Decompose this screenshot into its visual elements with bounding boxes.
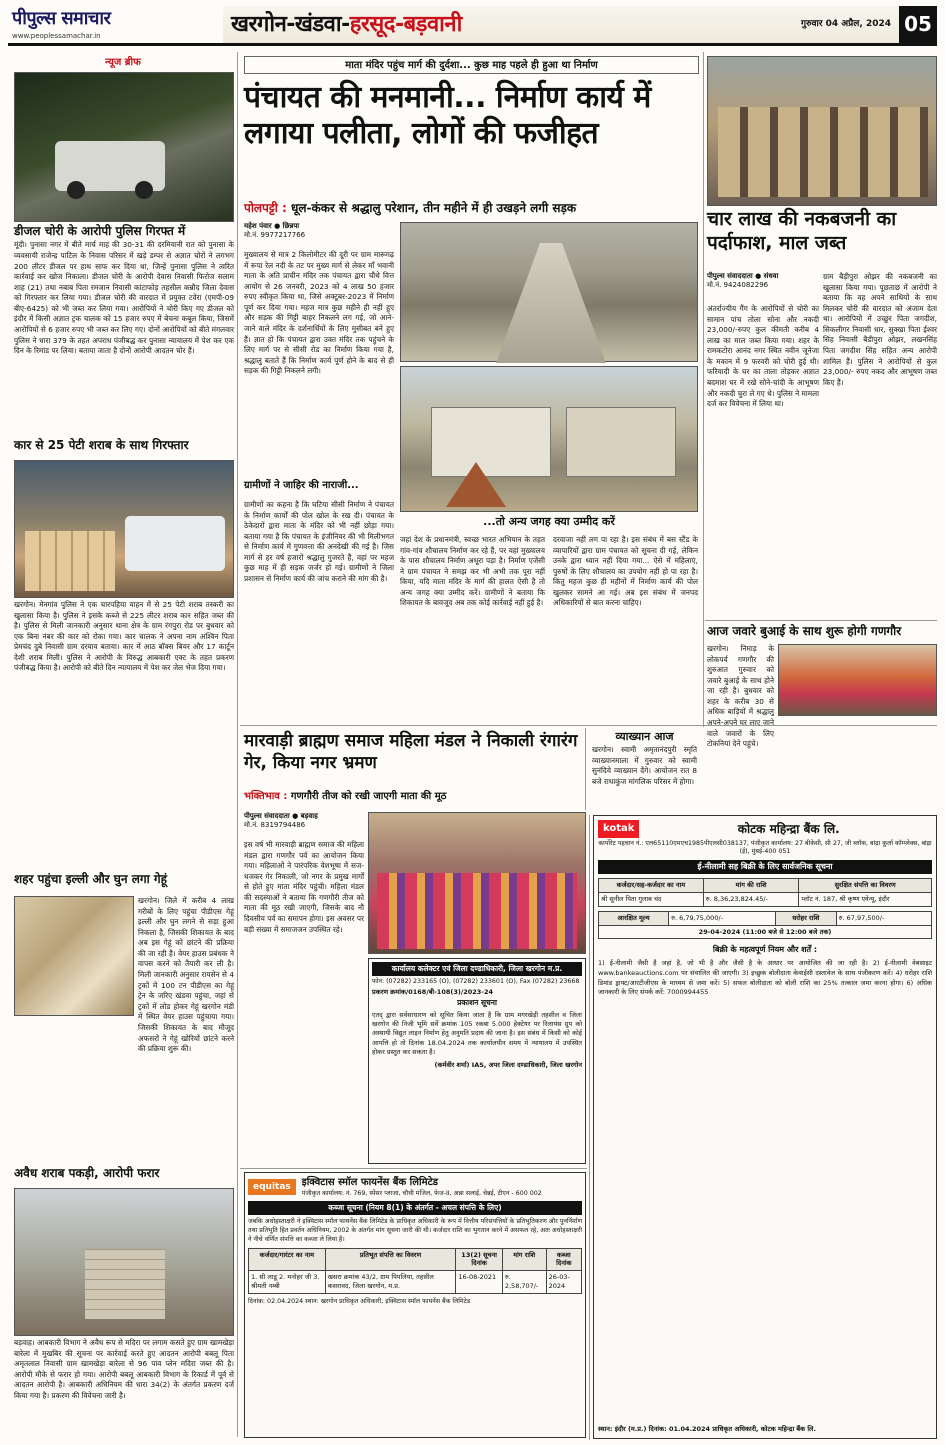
collector-notice xyxy=(368,958,586,1164)
equitas-col-header: कब्जा दिनांक xyxy=(546,1248,581,1271)
kotak-auction-date: 29-04-2024 (11:00 बजे से 12:00 बजे तक) xyxy=(599,925,932,939)
lead-text-col4: दरवाजा नहीं लग पा रहा है। इस संबंध में बस स्टैंड के व्यापारियों द्वारा ग्राम पंचायत को सूचना दी गई, लेकिन उनके द्वारा ध्यान नहीं दिया गया... ऐसे में महिलाएं, पुरुषों के लिए शौचालय का उपयोग नहीं हो पा रहा है। किंतु महज कुछ ही महीनों में निर्माण कार्य की पोल खुलकर सामने आ गई। अब इस संबंध में जनपद अधिकारियों से बात करना चाहिए। xyxy=(553,535,698,608)
marwari-deck xyxy=(244,790,584,804)
brief-text-diesel: मूंदी। पुनासा नगर में बीते मार्च माह की 30-31 की दरमियानी रात को पुनासा के व्यवसायी राजेन्द्र पाटिल के निवास परिसर में खड़े डम्पर से अज्ञात चोरों ने लगभग 200 लीटर डीजल पर हाथ साफ कर दिया था, जिन्हें पुनासा पुलिस ने त्वरित कार्रवाई कर खोज निकाला। डीजल चोरी के आरोपी देवास निवासी फिरोज सलाम शाह (21) तथा नबाब पिता रमजान निवासी कांटाफोड़ तहसील कन्नौद जिला देवास को गिरफ्तार कर लिया गया। डीजल चोरी की वारदात में प्रयुक्त टवेरा (एमपी-09 बीए-6425) को भी जब्त कर लिया गया। आरोपियों ने चोरी किए गए डीजल को इंदौर में किसी अज्ञात ट्रक चालक को 15 हजार रुपए में बेचना कबूल किया, जिसमें आरोपियों से 6 हजार रुपए भी जब्त कर लिए गए। दोनों आरोपियों को बीते मंगलवार पुलिस ने धारा 379 के तहत अपराध पंजीबद्ध कर पुनासा न्यायालय में पेश कर एक दिन के रिमांड पर लिया। बताया जाता है दोनों आरोपी आदतन चोर हैं। xyxy=(14,240,234,356)
kotak-col-header: कर्जदार/सह-कर्जदार का नाम xyxy=(599,879,704,893)
marwari-deck-text: गणगौरी तीज को रखी जाएगी माता की मूठ xyxy=(290,791,447,802)
building-shape xyxy=(431,407,551,477)
brief-text-wheat: खरगोन। जिले में करीब 4 लाख गरीबों के लिए पहुंचा पीडीएस गेहूं इल्ली और घुन लगने से सड़ा हुआ निकला है, जिसकी शिकायत के बाद अब इस गेहूं को छांटने की प्रक्रिया की जा रही है। वेयर हाउस प्रबंधक ने वापस करने को तैयारी कर ली है। मिली जानकारी अनुसार रायसेन से 4 ट्रकों में 100 टन पीडीएस का गेहूं ट्रेन के जरिए खंडवा पहुंचा, जहां से ट्रकों में लोड होकर गेहूं खरगोन मंडी में स्थित वेयर हाउस पहुंचाया गया। जिसकी शिकायत के बाद मौजूद अफसरों ने गेहूं खोरियों छांटने करने की प्रक्रिया शुरू की। xyxy=(138,896,234,1054)
lead-column-2 xyxy=(244,500,394,720)
lead-byline: महेश पंवार ● छिन्नपा xyxy=(244,222,300,230)
equitas-intro: जबकि अधोहस्ताक्षरी ने इक्विटास स्मॉल फायनेंस बैंक लिमिटेड के प्राधिकृत अधिकारी के रूप में वित्तीय परिसंपत्तियों के प्रतिभूतिकरण और पुनर्निर्माण तथा प्रतिभूति हित प्रवर्तन अधिनियम, 2002 के अंतर्गत मांग सूचना जारी की थी। कर्जदार राशि का भुगतान करने में असफल रहे, अतः अधोहस्ताक्षरी ने नीचे वर्णित संपत्ति का कब्जा ले लिया है। xyxy=(248,1218,582,1244)
kotak-reserve-label: आरक्षित मूल्य xyxy=(599,911,669,925)
section-title-highlight: हरसूद-बड़वानी xyxy=(349,11,462,37)
carton-stack-shape xyxy=(25,531,115,591)
theft-headline-wrap xyxy=(707,208,937,268)
brief-story-illegal-head-wrap xyxy=(14,1166,234,1186)
kotak-terms-title: बिक्री के महत्वपूर्ण नियम और शर्तें : xyxy=(712,945,818,955)
lecture-brief xyxy=(592,730,697,812)
equitas-subtitle: पंजीकृत कार्यालय: नं. 769, स्पेंसर प्लाजा, चौथी मंजिल, फेज-II, अन्ना सलाई, चेन्नई, टीएन - 600 002 xyxy=(301,1189,542,1197)
equitas-col-header: कर्जदार/गारंटर का नाम xyxy=(249,1248,326,1271)
brief-text-liquor: खरगोन। मेनगांव पुलिस ने एक चारपहिया वाहन में से 25 पेटी शराब तस्करी का खुलासा किया है। पुलिस ने इसके कब्जे से 225 लीटर शराब कार सहित जब्त की है। पुलिस से मिली जानकारी अनुसार थाना क्षेत्र के ग्राम रंगपुरा रोड पर बुधवार को एक बिना नंबर की कार को रोका गया। कार चालक ने अपना नाम अश्विन पिता प्रेमचंद दुबे निवासी ग्राम दरयाव बताया। कार में आठ बॉक्स बियर और 17 कार्टून देशी शराब मिली। पुलिस ने आरोपी के विरुद्ध आबकारी एक्ट के तहत प्रकरण पंजीबद्ध किया है। आरोपी को बीते दिन न्यायालय में पेश कर जेल भेज दिया गया। xyxy=(14,600,234,673)
women-group-shape xyxy=(377,873,577,949)
equitas-col-header: प्रतिभूत संपत्ति का विवरण xyxy=(325,1248,456,1271)
brief-story-wheat-head-wrap xyxy=(14,872,234,894)
equitas-header xyxy=(248,1176,582,1198)
kotak-col-header: मांग की राशि xyxy=(703,879,799,893)
kotak-reserve-value: रु. 6,79,75,000/- xyxy=(669,911,776,925)
kotak-address: कार्पोरेट पहचान नं.: एल65110एमएच1985पीएलसी038137, पंजीकृत कार्यालय: 27 बीकेसी, सी 27, जी ब्लॉक, बांद्रा कुर्ला कॉम्प्लेक्स, बांद्रा (ई), मुंबई-400 051 xyxy=(598,839,932,855)
gangaur-headline: आज जवारे बुआई के साथ शुरू होगी गणगौर xyxy=(707,624,902,638)
lead-deck-text: धूल-कंकर से श्रद्धालु परेशान, तीन महीने में ही उखड़ने लगी सड़क xyxy=(291,201,577,215)
logo-text: पीपुल्स समाचार xyxy=(12,8,111,30)
column-rule xyxy=(589,815,590,1440)
wheel-shape xyxy=(135,181,153,199)
page-number: 05 xyxy=(899,6,937,43)
equitas-col-header: 13(2) सूचना दिनांक xyxy=(456,1248,503,1271)
kotak-col-header: सुरक्षित संपत्ति का विवरण xyxy=(799,879,932,893)
collector-notice-title: कार्यालय कलेक्टर एवं जिला दण्डाधिकारी, जिला खरगोन म.प्र. xyxy=(372,962,582,976)
group-standing-shape xyxy=(718,107,928,197)
lead-kicker-box xyxy=(244,56,699,74)
equitas-footer: दिनांक: 02.04.2024 स्थान: खरगोन प्राधिकृत अधिकारी, इक्विटास स्मॉल फायनेंस बैंक लिमिटेड xyxy=(248,1297,471,1305)
kotak-ad xyxy=(593,815,937,1439)
table-row xyxy=(249,1271,582,1294)
road-shape xyxy=(496,243,606,363)
lead-subhead-2-wrap xyxy=(400,515,698,533)
section-band xyxy=(223,6,899,43)
equitas-cell: 1. सी लाडू 2. मनोहर जी 3. श्रीमती नम्बी xyxy=(249,1271,326,1294)
theft-byline-box xyxy=(707,272,819,302)
kotak-price-table xyxy=(598,911,932,940)
section-title-prefix: खरगोन-खंडवा- xyxy=(231,11,350,37)
marwari-column-1 xyxy=(244,840,364,1040)
brief-story-liquor xyxy=(14,600,234,868)
equitas-title: इक्विटास स्मॉल फायनेंस बैंक लिमिटेड xyxy=(301,1177,438,1188)
theft-byline: पीपुल्स संवाददाता ● संधवा xyxy=(707,272,779,280)
kotak-cell: रु. 8,36,23,824.45/- xyxy=(703,893,799,907)
lead-column-3 xyxy=(400,535,545,720)
lead-kicker: माता मंदिर पहुंच मार्ग की दुर्दशा... कुछ माह पहले ही हुआ था निर्माण xyxy=(345,60,598,71)
gangaur-text-wrap xyxy=(707,644,937,749)
masthead-logo[interactable] xyxy=(8,6,223,43)
section-rule xyxy=(705,620,937,621)
equitas-cell: खसरा क्रमांक 43/2, ग्राम पिपलिया, तहसील कसरावद, जिला खरगोन, म.प्र. xyxy=(325,1271,456,1294)
gangaur-headline-wrap xyxy=(707,624,937,642)
theft-arrest-photo xyxy=(707,56,937,206)
equitas-table-header xyxy=(249,1248,582,1271)
collector-notice-sign: (कर्मवीर शर्मा) IAS, अपर जिला दण्डाधिकारी, जिला खरगोन xyxy=(434,1060,582,1069)
table-row xyxy=(599,893,932,907)
marwari-text: इस वर्ष भी मारवाड़ी ब्राह्मण समाज की महिला मंडल द्वारा गणगौर पर्व का आयोजन किया गया। महिलाओं ने पारंपरिक वेशभूषा में सज-धजकर गेर निकाली, जो नगर के प्रमुख मार्गों से होते हुए माता मंदिर पहुंची। महिला मंडल की सदस्याओं ने बताया कि गणगौरी तीज को माता की मूठ रखी जाएगी, जिसके बाद नौ दिवसीय पर्व का समापन होगा। इस अवसर पर बड़ी संख्या में समाजजन उपस्थित रहे। xyxy=(244,840,364,934)
issue-date: गुरुवार 04 अप्रैल, 2024 xyxy=(801,19,891,30)
section-title xyxy=(231,10,462,40)
brief-headline-wheat: शहर पहुंचा इल्ली और घुन लगा गेहूं xyxy=(14,872,168,886)
lead-deck-wrap xyxy=(244,200,699,218)
kotak-notice-bar: ई-नीलामी सह बिक्री के लिए सार्वजनिक सूचना xyxy=(598,860,932,875)
damaged-road-photo xyxy=(400,222,698,362)
marwari-headline-wrap xyxy=(244,730,584,788)
diesel-theft-photo xyxy=(14,72,234,222)
excise-raid-photo xyxy=(14,1188,234,1336)
equitas-table xyxy=(248,1248,582,1294)
website-url[interactable]: www.peoplessamachar.in xyxy=(12,32,101,41)
kotak-terms-text: 1) ई-नीलामी जैसी है जहां है, जो भी है और जैसी है के आधार पर आयोजित की जा रही है। 2) ई-नीलामी वेबसाइट www.bankeauctions.com पर संचालित की जाएगी। 3) इच्छुक बोलीदाता केवाईसी दस्तावेज के साथ पंजीकरण करें। 4) धरोहर राशि डिमांड ड्राफ्ट/आरटीजीएस के माध्यम से जमा करें। 5) सफल बोलीदाता को बोली राशि का 25% तत्काल जमा करना होगा। 6) अधिक जानकारी के लिए संपर्क करें: 7000994455 xyxy=(598,959,932,997)
masthead xyxy=(8,6,937,46)
lead-mobile: मो.नं. 9977217766 xyxy=(244,231,306,240)
marwari-headline: मारवाड़ी ब्राह्मण समाज महिला मंडल ने निकाली रंगारंग गेर, किया नगर भ्रमण xyxy=(244,731,578,774)
lead-subhead-2: ...तो अन्य जगह क्या उम्मीद करें xyxy=(483,515,615,528)
marwari-deck-wrap xyxy=(244,790,584,808)
collector-notice-ref: प्रकरण क्रमांक/0168/बी-108(3)/2023-24 xyxy=(372,987,494,996)
theft-mobile: मो.नं. 9424082296 xyxy=(707,281,769,290)
lead-subhead-1-wrap xyxy=(244,480,394,498)
lead-deck xyxy=(244,200,699,216)
theft-column-2 xyxy=(823,272,937,616)
kotak-emd-value: रु. 67,97,500/- xyxy=(836,911,931,925)
collector-notice-text: एतद् द्वारा सर्वसाधारण को सूचित किया जाता है कि ग्राम मगरखेड़ी तहसील व जिला खरगोन की निजी भूमि सर्वे क्रमांक 105 रकबा 5.000 हेक्टेयर पर रिलायंस ग्रुप को अस्थायी विद्युत लाइन निर्माण हेतु अनुमति प्रदाय की जाना है। इस संबंध में किसी को कोई आपत्ति हो तो दिनांक 18.04.2024 तक कार्यालयीन समय में न्यायालय में उपस्थित होकर प्रस्तुत कर सकता है। xyxy=(372,1010,582,1057)
equitas-notice-bar: कब्जा सूचना (नियम 8(1) के अंतर्गत - अचल संपत्ति के लिए) xyxy=(248,1201,582,1215)
lead-text-col1: मुख्यालय से मात्र 2 किलोमीटर की दूरी पर ग्राम मारूगढ़ में रूपा रेल नदी के तट पर मुख्य मार्ग से लेकर माँ भवानी माता के अति प्राचीन मंदिर तक पंचायत द्वारा चौथे वित्त आयोग से 26 जनवरी, 2023 को 4 लाख 50 हजार रुपए स्वीकृत किया था, जिसे अक्टूबर-2023 में निर्माण पूर्ण कर दिया गया। महज मात्र कुछ महीने ही नहीं हुए और सड़क की गिट्टी बाहर निकलने लग गई, जो आने-जाने वाले मंदिर के दर्शनार्थियों के लिए मुसीबत बने हुए हैं। ज्ञात हो कि पंचायत द्वारा उक्त मंदिर तक पहुंचने के लिए मार्ग पर से सीसी रोड का निर्माण किया गया है, श्रद्धालु बताते हैं कि निर्माण कार्य पूर्ण होने के बाद से ही सड़क की गिट्टी निकलने लगी। xyxy=(244,250,394,376)
lead-byline-box xyxy=(244,222,394,248)
kotak-header xyxy=(598,820,932,838)
theft-text-2: ग्राम बैड़ीपुरा ओझर की नकबजनी का खुलासा किया गया। पूछताछ में आरोपी ने बताया कि वह अपने साथियों के साथ मिलकर चोरी की वारदात को अंजाम देता था। आरोपियों में उच्छुर पिता जगदीश, सिकलीगर निवासी धार, सुक्खा पिता ईश्वर सिंह निवासी बैडीपुरा ओझर, लखनसिंह पिता जगदीश सिंह सहित अन्य आरोपी शामिल हैं। पुलिस ने आरोपियों से कुल 23,000/- रुपए नकद और आभूषण जब्त किए हैं। xyxy=(823,272,937,387)
brief-story-wheat xyxy=(14,896,234,1161)
table-row xyxy=(599,911,932,925)
brief-headline-illegal-liquor: अवैध शराब पकड़ी, आरोपी फरार xyxy=(14,1166,160,1180)
equitas-col-header: मांग राशि xyxy=(502,1248,546,1271)
theft-text-1: अंतर्राज्यीय गैंग के आरोपियों से चोरी का सामान पांच तोला सोना और नकदी 23,000/-रुपए कुल कीमती करीब 4 लाख का माल जब्त किया गया। शहर के रामकटोरा आनंद नगर स्थित नवीन जूनेजा के मकान में 9 फरवरी को चोरी हुई थी। फरियादी के घर का ताला तोड़कर अज्ञात बदमाश घर में रखे सोने-चांदी के आभूषण और नकदी चुरा ले गए थे। पुलिस ने मामला दर्ज कर विवेचना में लिया था। xyxy=(707,304,819,409)
lead-headline-wrap xyxy=(244,80,699,198)
brief-story-diesel xyxy=(14,224,234,429)
equitas-cell: 26-03-2024 xyxy=(546,1271,581,1294)
column-rule xyxy=(585,728,586,810)
brief-headline-liquor: कार से 25 पेटी शराब के साथ गिरफ्तार xyxy=(14,438,189,452)
lead-text-col2: ग्रामीणों का कहना है कि घटिया सीसी निर्माण ने पंचायत के निर्माण कार्यों की पोल खोल के रख दी। पंचायत के ठेकेदारों द्वारा माता के मंदिर को भी नहीं छोड़ा गया। बताया गया है कि पंचायत के इंजीनियर की भी मिलीभगत से निर्माण कार्य में गुणवत्ता की अनदेखी की गई है। जिस मार्ग से हर वर्ष हजारों श्रद्धालु गुजरते हैं, वहां पर महज कुछ माह में ही सड़क जर्जर हो गई। ग्रामीणों ने जिला प्रशासन से निर्माण कार्य की जांच कराने की मांग की है। xyxy=(244,500,394,584)
equitas-cell: रु. 2,58,707/- xyxy=(502,1271,546,1294)
equitas-ad xyxy=(244,1172,586,1438)
marwari-byline-box xyxy=(244,812,364,838)
lead-subhead-1: ग्रामीणों ने जाहिर की नाराजी... xyxy=(244,480,359,491)
news-brief-label-wrap xyxy=(12,56,234,70)
column-rule xyxy=(237,52,238,1437)
kotak-cell: प्लॉट नं. 187, श्री कृष्ण एवेन्यू, इंदौर xyxy=(799,893,932,907)
building-shape xyxy=(566,407,676,477)
marwari-byline: पीपुल्स संवाददाता ● बड़वाह xyxy=(244,812,318,820)
marwari-deck-label: भक्तिभाव : xyxy=(244,791,288,802)
kotak-cell: श्री सुनील पिता गुलाब चंद xyxy=(599,893,704,907)
brief-story-illegal xyxy=(14,1338,234,1438)
kotak-table-header xyxy=(599,879,932,893)
marwari-group-photo xyxy=(368,812,586,954)
equitas-logo: equitas xyxy=(248,1179,296,1195)
lead-headline: पंचायत की मनमानी... निर्माण कार्य में लगाया पलीता, लोगों की फजीहत xyxy=(244,80,651,151)
lecture-headline: व्याख्यान आज xyxy=(615,730,674,743)
bottle-crates-shape xyxy=(85,1249,165,1319)
gangaur-text: खरगोन। निमाड़ के लोकपर्व गणगौर की शुरुआत गुरुवार को जवारे बुआई के साथ होने जा रही है। बुधवार को शहर के करीब 30 से अधिक बाड़ियों में श्रद्धालु अपने-अपने घर लाए जाने वाले जवारों के लिए टोकनियां देने पहुंचे। xyxy=(707,644,774,749)
lead-deck-label: पोलपट्टी : xyxy=(244,201,287,215)
kotak-footer: स्थान: इंदौर (म.प्र.) दिनांक: 01.04.2024 प्राधिकृत अधिकारी, कोटक महिन्द्रा बैंक लि. xyxy=(598,1425,816,1434)
brief-story-liquor-head-wrap xyxy=(14,438,234,458)
wheel-shape xyxy=(67,181,85,199)
kotak-logo: kotak xyxy=(598,820,639,838)
theft-column-1 xyxy=(707,304,819,616)
theft-headline: चार लाख की नकबजनी का पर्दाफाश, माल जब्त xyxy=(707,208,897,254)
equitas-cell: 16-08-2021 xyxy=(456,1271,503,1294)
liquor-seizure-photo xyxy=(14,460,234,598)
lead-text-col3: जहां देश के प्रधानमंत्री, स्वच्छ भारत अभियान के तहत गांव-गांव शौचालय निर्माण कर रहे हैं, पर यहां मुख्यालय के पास शौचालय निर्माण अधूरा पड़ा है। निर्माण एजेंसी ने ग्राम पंचायत ने समझ कर भी अभी तक पूरा नहीं किया, यदि माता मंदिर के मार्ग की हालत ऐसी है तो अन्य जगह क्या उम्मीद करें। ग्रामीणों ने बताया कि शिकायत के बावजूद अब तक कोई कार्रवाई नहीं हुई है। xyxy=(400,535,545,608)
news-brief-label: न्यूज ब्रीफ xyxy=(105,57,141,68)
section-rule xyxy=(240,1168,587,1169)
column-rule xyxy=(703,52,704,727)
marwari-mobile: मो.नं. 8319794486 xyxy=(244,821,306,830)
lead-column-1 xyxy=(244,250,394,478)
brief-headline-diesel: डीजल चोरी के आरोपी पुलिस गिरफ्त में xyxy=(14,224,186,238)
kotak-title: कोटक महिन्द्रा बैंक लि. xyxy=(737,821,840,836)
collector-notice-heading: प्रकाशन सूचना xyxy=(457,998,497,1008)
toilet-building-photo xyxy=(400,366,698,512)
kotak-emd-label: धरोहर राशि xyxy=(776,911,837,925)
collector-notice-phones: फोन: (07282) 233165 (O), (07282) 233601 (O), Fax (07282) 23668 xyxy=(372,978,580,986)
car-shape xyxy=(125,516,225,571)
brief-text-illegal-liquor: बड़वाह। आबकारी विभाग ने अवैध रूप से मदिरा पर लगाम कसते हुए ग्राम खामखेड़ा बारेला में मुखबिर की सूचना पर कार्रवाई करते हुए आदतन आरोपी बबलू पिता अमृतलाल निवासी ग्राम खामखेड़ा बारेला से 96 पाव प्लेन मदिरा जब्त की है। आरोपी मौके से फरार हो गया। आरोपी बबलू आबकारी विभाग के रिकार्ड में पूर्व से आदतन आरोपी है। आबकारी अधिनियम की धारा 34(2) के अंतर्गत प्रकरण दर्ज किया गया है। प्रकरण की विवेचना जारी है। xyxy=(14,1338,234,1400)
lecture-text: खरगोन। स्वामी अमृतानंदपुरी स्मृति व्याख्यानमाला में गुरुवार को स्वामी सुनंदिये व्याख्यान देंगे। आयोजन रात 8 बजे राधाकुंज मांगलिक परिसर में होगा। xyxy=(592,745,697,786)
table-row xyxy=(599,925,932,939)
kotak-table xyxy=(598,878,932,907)
lead-column-4 xyxy=(553,535,698,720)
